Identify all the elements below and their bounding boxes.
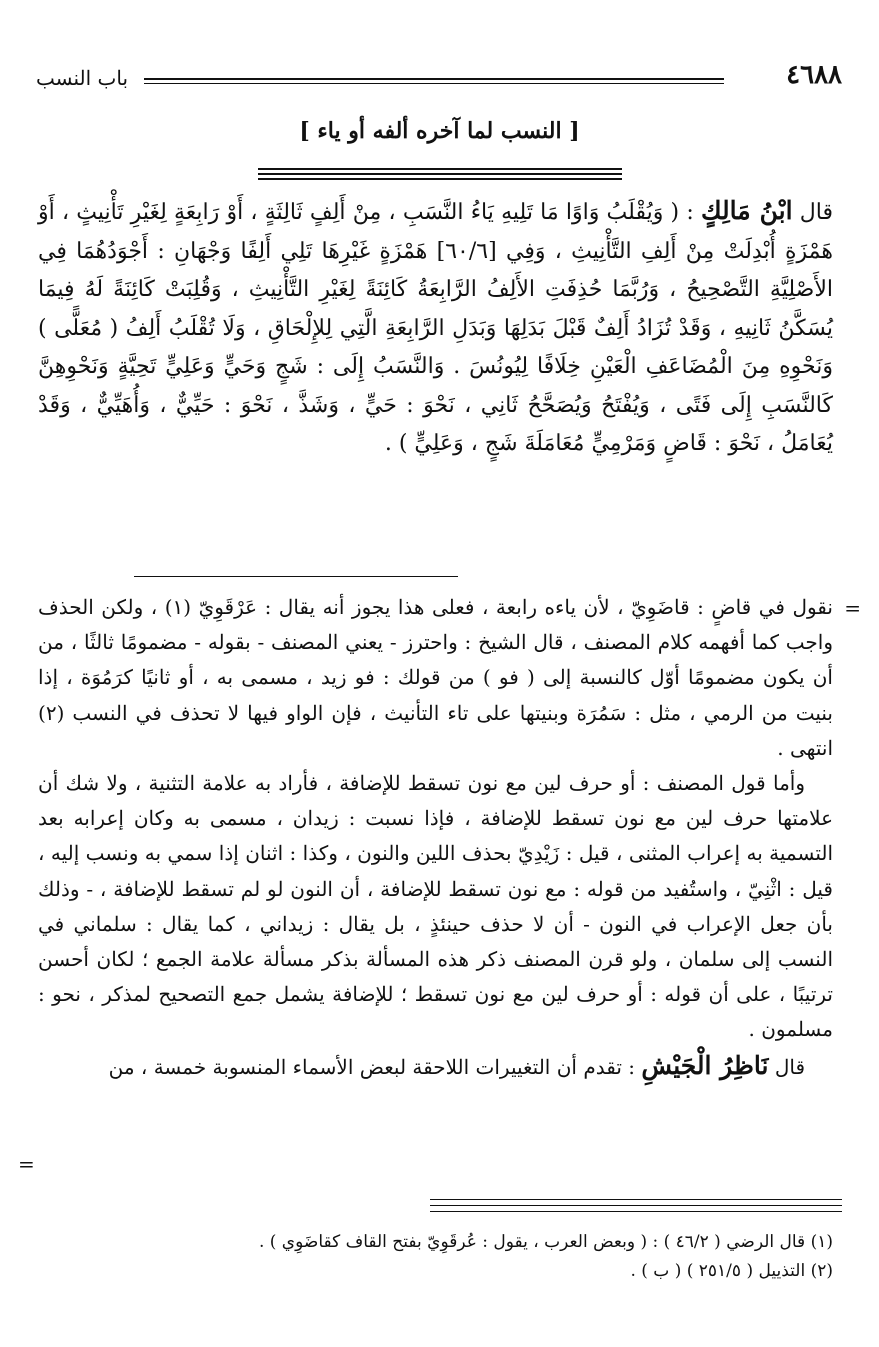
footnote: (٢) التذييل ( ٢٥١/٥ ) ( ب ) . [630, 1261, 833, 1281]
main-text [38, 192, 833, 464]
page-header [36, 58, 842, 98]
page-number: ٤٦٨٨ [786, 60, 842, 90]
title-rule [258, 173, 622, 175]
continuation-mark: = [844, 596, 861, 620]
commentary-text: تقدم أن التغييرات اللاحقة لبعض الأسماء المنسوبة خمسة ، من [108, 1054, 622, 1079]
chapter-title: باب النسب [36, 66, 129, 90]
main-intro: قال [799, 200, 833, 225]
footnote: (١) قال الرضي ( ٤٦/٢ ) : ( وبعض العرب ، يقول : عُرقَوِيّ بفتح القاف كقاضَوِي ) . [258, 1232, 833, 1252]
title-rule [258, 178, 622, 180]
commentary [38, 590, 833, 1085]
continuation-mark: = [18, 1152, 35, 1176]
commentary-intro: قال [774, 1054, 805, 1079]
header-rule [144, 78, 724, 84]
footnote-rule [430, 1211, 842, 1212]
commentary-paragraph: نقول في قاضٍ : قاضَوِيّ ، لأن ياءه رابعة ، فعلى هذا يجوز أنه يقال : عَرْقَوِيّ (١) ، ولكن الحذف واجب كما أفهمه كلام المصنف ، قال الشيخ : واحترز - يعني المصنف - بقوله - مضمومًا ثالثًا ، من أن يكون مضمومًا أوّل كالنسبة إلى ( فو ) من قولك : فو زيد ، مسمى به ، أو ثانيًا كرَمُوَة ، إذا بنيت من الرمي ، مثل : سَمُرَة وبنيتها على تاء التأنيث ، فإن الواو فيها لا تحذف في النسب (٢) انتهى . [38, 595, 833, 760]
footnote-rule [430, 1199, 842, 1200]
footnotes [38, 1228, 833, 1286]
commentator-name: نَاظِرُ الْجَيْشِ [641, 1050, 769, 1080]
commentary-paragraph-last: قال نَاظِرُ الْجَيْشِ : تقدم أن التغييرات اللاحقة لبعض الأسماء المنسوبة خمسة ، من [108, 1050, 805, 1080]
section-divider [134, 576, 458, 577]
commentary-paragraph: وأما قول المصنف : أو حرف لين مع نون تسقط للإضافة ، فأراد به علامة التثنية ، ولا شك أن علامتها حرف لين مع نون تسقط للإضافة ، فإذا نسبت : زيدان ، مسمى به وكان إعرابه بعد التسمية به إعراب المثنى ، قيل : زَيْدِيّ بحذف اللين والنون ، وكذا : اثنان إذا سمي به ونسب إليه ، قيل : اثْنِيّ ، واستُفيد من قوله : مع نون تسقط للإضافة ، أن النون لو لم تسقط للإضافة ، - وذلك بأن جعل الإعراب في النون - أن لا حذف حينئذٍ ، بل يقال : زيداني ، كما يقال : سلماني في النسب إلى سلمان ، ولو قرن المصنف ذكر هذه المسألة بذكر مسألة علامة الجمع ؛ لكان أحسن ترتيبًا ، على أن قوله : أو حرف لين مع نون تسقط ؛ للإضافة يشمل جمع التصحيح لمذكر ، نحو : مسلمون . [38, 771, 833, 1042]
footnote-rule [430, 1205, 842, 1206]
title-rule [258, 168, 622, 170]
section-title: [ النسب لما آخره ألفه أو ياء ] [299, 118, 580, 144]
author-name: ابْنُ مَالِكٍ [700, 196, 793, 225]
main-passage: : ( وَيُقْلَبُ وَاوًا مَا تَلِيهِ يَاءُ النَّسَبِ ، مِنْ أَلِفٍ ثَالِثَةٍ ، أَوْ رَابِعَةٍ لِغَيْرِ تَأْنِيثٍ ، أَوْ هَمْزَةٍ أُبْدِلَتْ مِنْ أَلِفِ التَّأْنِيثِ ، وَفِي [٦٠/٦] هَمْزَةٍ غَيْرِهَا تَلِي أَلِفًا وَجْهَانِ : أَجْوَدُهُمَا فِي الأَصْلِيَّةِ التَّصْحِيحُ ، وَرُبَّمَا حُذِفَتِ الأَلِفُ الرَّابِعَةُ كَائِنَةً لِغَيْرِ التَّأْنِيثِ ، وَقُلِبَتْ كَائِنَةً لَهُ فِيمَا يُسَكَّنُ ثَانِيهِ ، وَقَدْ تُزَادُ أَلِفٌ قَبْلَ بَدَلِهَا وَبَدَلِ الرَّابِعَةِ الَّتِي لِلإِلْحَاقِ ، وَلَا تُقْلَبُ أَلِفُ ( مُعَلًّى ) وَنَحْوِهِ مِنَ الْمُضَاعَفِ الْعَيْنِ خِلَافًا لِيُونُسَ . وَالنَّسَبُ إِلَى : شَجٍ وَحَيٍّ وَعَلِيٍّ تَحِيَّةٍ وَنَحْوِهِنَّ كَالنَّسَبِ إِلَى فَتًى ، وَيُفْتَحُ وَيُصَحَّحُ ثَانِي ، نَحْوَ : حَيٍّ ، وَشَذَّ ، نَحْوَ : حَيِّيٌّ ، وَأُهَيِّيٌّ ، وَقَدْ يُعَامَلُ ، نَحْوَ : قَاضٍ وَمَرْمِيٍّ مُعَامَلَةَ شَجٍ ، وَعَلِيٍّ ) . [38, 200, 833, 456]
